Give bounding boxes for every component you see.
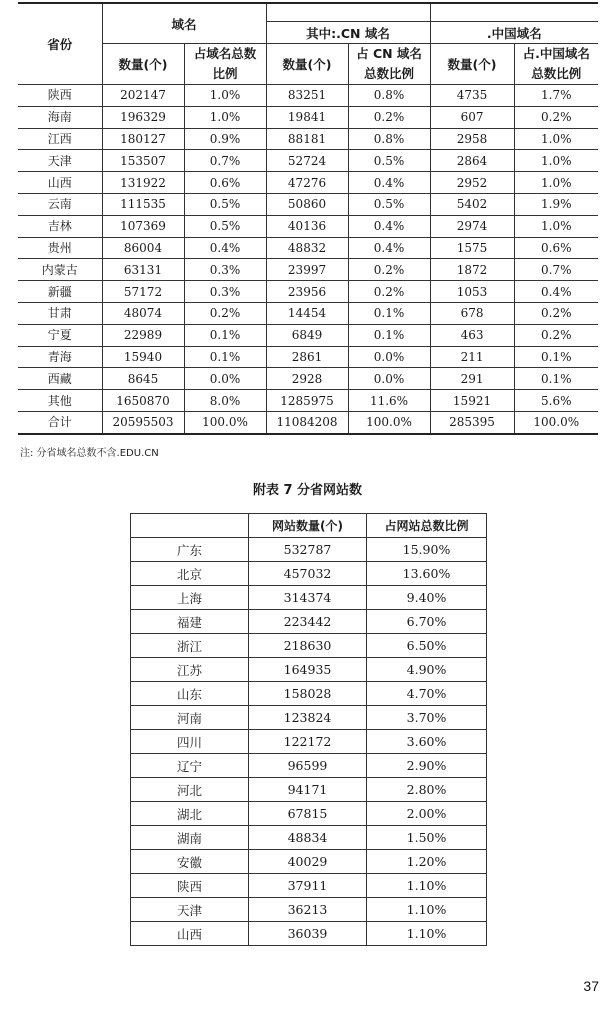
value-cell: 100.0% <box>184 411 266 433</box>
value-cell: 196329 <box>102 106 184 128</box>
table-row <box>18 237 598 259</box>
header-cn-count: 数量(个) <box>266 44 348 85</box>
value-cell: 1.0% <box>514 215 598 237</box>
value-cell: 0.1% <box>514 368 598 390</box>
header-zhongguo-group: .中国域名 <box>430 22 598 44</box>
province-cell: 甘肃 <box>18 302 102 324</box>
table-row <box>131 634 487 658</box>
value-cell: 40029 <box>249 850 367 874</box>
value-cell: 36039 <box>249 922 367 946</box>
value-cell: 1.7% <box>514 85 598 107</box>
province-cell: 天津 <box>131 898 249 922</box>
value-cell: 1.0% <box>514 150 598 172</box>
value-cell: 14454 <box>266 302 348 324</box>
value-cell: 23956 <box>266 281 348 303</box>
table-row <box>131 850 487 874</box>
value-cell: 678 <box>430 302 514 324</box>
table-row <box>18 85 598 107</box>
value-cell: 0.8% <box>348 85 430 107</box>
value-cell: 86004 <box>102 237 184 259</box>
value-cell: 50860 <box>266 193 348 215</box>
table-row <box>131 922 487 946</box>
province-cell: 山西 <box>131 922 249 946</box>
table-row <box>18 411 598 433</box>
header-cn-group: 其中:.CN 域名 <box>266 22 430 44</box>
value-cell: 11084208 <box>266 411 348 433</box>
value-cell: 2864 <box>430 150 514 172</box>
value-cell: 291 <box>430 368 514 390</box>
header-province-blank <box>131 514 249 538</box>
header-website-count: 网站数量(个) <box>249 514 367 538</box>
value-cell: 3.60% <box>367 730 487 754</box>
province-cell: 其他 <box>18 390 102 412</box>
value-cell: 6849 <box>266 324 348 346</box>
table-row <box>18 281 598 303</box>
table-row <box>131 658 487 682</box>
table-row <box>18 259 598 281</box>
province-cell: 广东 <box>131 538 249 562</box>
province-cell: 福建 <box>131 610 249 634</box>
value-cell: 6.70% <box>367 610 487 634</box>
value-cell: 2.80% <box>367 778 487 802</box>
province-cell: 合计 <box>18 411 102 433</box>
value-cell: 0.4% <box>514 281 598 303</box>
value-cell: 158028 <box>249 682 367 706</box>
value-cell: 0.6% <box>184 172 266 194</box>
province-cell: 辽宁 <box>131 754 249 778</box>
value-cell: 0.3% <box>184 259 266 281</box>
province-cell: 河北 <box>131 778 249 802</box>
table-row <box>18 346 598 368</box>
table-caption: 附表 7 分省网站数 <box>252 483 363 498</box>
province-cell: 北京 <box>131 562 249 586</box>
table-row <box>131 682 487 706</box>
value-cell: 1872 <box>430 259 514 281</box>
value-cell: 532787 <box>249 538 367 562</box>
value-cell: 0.7% <box>184 150 266 172</box>
value-cell: 0.1% <box>184 346 266 368</box>
table-row <box>131 538 487 562</box>
value-cell: 36213 <box>249 898 367 922</box>
value-cell: 1.0% <box>514 128 598 150</box>
value-cell: 1.9% <box>514 193 598 215</box>
value-cell: 3.70% <box>367 706 487 730</box>
value-cell: 0.8% <box>348 128 430 150</box>
value-cell: 0.2% <box>514 106 598 128</box>
value-cell: 8645 <box>102 368 184 390</box>
table-row <box>18 172 598 194</box>
value-cell: 0.4% <box>348 172 430 194</box>
value-cell: 48832 <box>266 237 348 259</box>
value-cell: 13.60% <box>367 562 487 586</box>
value-cell: 23997 <box>266 259 348 281</box>
value-cell: 607 <box>430 106 514 128</box>
province-cell: 上海 <box>131 586 249 610</box>
header-cn-pct: 占 CN 域名 总数比例 <box>348 44 430 85</box>
value-cell: 1.10% <box>367 874 487 898</box>
value-cell: 1.0% <box>184 85 266 107</box>
value-cell: 5.6% <box>514 390 598 412</box>
table-row <box>131 874 487 898</box>
value-cell: 83251 <box>266 85 348 107</box>
province-cell: 江苏 <box>131 658 249 682</box>
value-cell: 48074 <box>102 302 184 324</box>
table-row <box>18 368 598 390</box>
table-row <box>131 754 487 778</box>
value-cell: 57172 <box>102 281 184 303</box>
value-cell: 0.2% <box>348 106 430 128</box>
value-cell: 1053 <box>430 281 514 303</box>
value-cell: 19841 <box>266 106 348 128</box>
province-cell: 天津 <box>18 150 102 172</box>
province-cell: 青海 <box>18 346 102 368</box>
province-cell: 内蒙古 <box>18 259 102 281</box>
value-cell: 2958 <box>430 128 514 150</box>
value-cell: 123824 <box>249 706 367 730</box>
value-cell: 1.0% <box>514 172 598 194</box>
value-cell: 202147 <box>102 85 184 107</box>
header-zhongguo-count: 数量(个) <box>430 44 514 85</box>
value-cell: 0.2% <box>348 281 430 303</box>
table-row <box>131 898 487 922</box>
province-cell: 河南 <box>131 706 249 730</box>
value-cell: 88181 <box>266 128 348 150</box>
value-cell: 1285975 <box>266 390 348 412</box>
table-row <box>18 128 598 150</box>
province-cell: 山西 <box>18 172 102 194</box>
value-cell: 63131 <box>102 259 184 281</box>
province-cell: 安徽 <box>131 850 249 874</box>
value-cell: 1650870 <box>102 390 184 412</box>
table-row <box>131 706 487 730</box>
province-cell: 陕西 <box>131 874 249 898</box>
value-cell: 15940 <box>102 346 184 368</box>
table-row <box>18 193 598 215</box>
header-website-pct: 占网站总数比例 <box>367 514 487 538</box>
value-cell: 285395 <box>430 411 514 433</box>
header-domain-pct: 占域名总数 比例 <box>184 44 266 85</box>
province-cell: 海南 <box>18 106 102 128</box>
value-cell: 2928 <box>266 368 348 390</box>
header-zhongguo-spacer <box>430 3 598 22</box>
table-row <box>18 150 598 172</box>
value-cell: 0.2% <box>184 302 266 324</box>
value-cell: 0.2% <box>514 324 598 346</box>
value-cell: 153507 <box>102 150 184 172</box>
value-cell: 6.50% <box>367 634 487 658</box>
value-cell: 0.5% <box>348 193 430 215</box>
province-cell: 陕西 <box>18 85 102 107</box>
value-cell: 0.9% <box>184 128 266 150</box>
province-cell: 贵州 <box>18 237 102 259</box>
websites-by-province-table <box>130 513 487 946</box>
value-cell: 5402 <box>430 193 514 215</box>
value-cell: 0.3% <box>184 281 266 303</box>
header-domain-count: 数量(个) <box>102 44 184 85</box>
value-cell: 0.5% <box>348 150 430 172</box>
value-cell: 180127 <box>102 128 184 150</box>
header-cn-spacer <box>266 3 430 22</box>
value-cell: 15921 <box>430 390 514 412</box>
value-cell: 0.6% <box>514 237 598 259</box>
value-cell: 0.1% <box>514 346 598 368</box>
value-cell: 8.0% <box>184 390 266 412</box>
header-province: 省份 <box>18 3 102 85</box>
value-cell: 0.0% <box>348 346 430 368</box>
value-cell: 0.2% <box>348 259 430 281</box>
province-cell: 西藏 <box>18 368 102 390</box>
value-cell: 0.0% <box>184 368 266 390</box>
value-cell: 218630 <box>249 634 367 658</box>
value-cell: 0.4% <box>348 237 430 259</box>
header-domain: 域名 <box>102 3 266 44</box>
province-cell: 山东 <box>131 682 249 706</box>
province-cell: 宁夏 <box>18 324 102 346</box>
value-cell: 223442 <box>249 610 367 634</box>
table-note: 注: 分省域名总数不含.EDU.CN <box>20 448 159 459</box>
table-row <box>18 106 598 128</box>
table-row <box>18 302 598 324</box>
value-cell: 2.90% <box>367 754 487 778</box>
table-row <box>131 730 487 754</box>
value-cell: 67815 <box>249 802 367 826</box>
value-cell: 2.00% <box>367 802 487 826</box>
value-cell: 164935 <box>249 658 367 682</box>
value-cell: 0.4% <box>348 215 430 237</box>
value-cell: 1.10% <box>367 922 487 946</box>
province-cell: 江西 <box>18 128 102 150</box>
table-row <box>131 562 487 586</box>
value-cell: 122172 <box>249 730 367 754</box>
value-cell: 96599 <box>249 754 367 778</box>
value-cell: 2861 <box>266 346 348 368</box>
value-cell: 2974 <box>430 215 514 237</box>
table-row <box>131 610 487 634</box>
value-cell: 2952 <box>430 172 514 194</box>
value-cell: 0.1% <box>184 324 266 346</box>
table-row <box>131 802 487 826</box>
value-cell: 1.20% <box>367 850 487 874</box>
table-row <box>131 778 487 802</box>
value-cell: 107369 <box>102 215 184 237</box>
value-cell: 211 <box>430 346 514 368</box>
value-cell: 15.90% <box>367 538 487 562</box>
province-cell: 云南 <box>18 193 102 215</box>
value-cell: 100.0% <box>348 411 430 433</box>
table-row <box>18 324 598 346</box>
table-row <box>131 826 487 850</box>
value-cell: 9.40% <box>367 586 487 610</box>
value-cell: 48834 <box>249 826 367 850</box>
province-cell: 湖南 <box>131 826 249 850</box>
province-cell: 浙江 <box>131 634 249 658</box>
domain-by-province-table <box>18 2 598 435</box>
value-cell: 0.0% <box>348 368 430 390</box>
value-cell: 11.6% <box>348 390 430 412</box>
value-cell: 40136 <box>266 215 348 237</box>
value-cell: 0.2% <box>514 302 598 324</box>
province-cell: 吉林 <box>18 215 102 237</box>
value-cell: 4.70% <box>367 682 487 706</box>
value-cell: 0.1% <box>348 302 430 324</box>
province-cell: 新疆 <box>18 281 102 303</box>
value-cell: 0.5% <box>184 215 266 237</box>
value-cell: 0.5% <box>184 193 266 215</box>
value-cell: 457032 <box>249 562 367 586</box>
value-cell: 47276 <box>266 172 348 194</box>
table-row <box>131 586 487 610</box>
page-number: 37 <box>583 978 599 994</box>
value-cell: 1.10% <box>367 898 487 922</box>
value-cell: 52724 <box>266 150 348 172</box>
value-cell: 1.0% <box>184 106 266 128</box>
value-cell: 4.90% <box>367 658 487 682</box>
value-cell: 4735 <box>430 85 514 107</box>
value-cell: 131922 <box>102 172 184 194</box>
value-cell: 100.0% <box>514 411 598 433</box>
value-cell: 0.1% <box>348 324 430 346</box>
value-cell: 20595503 <box>102 411 184 433</box>
value-cell: 0.7% <box>514 259 598 281</box>
value-cell: 37911 <box>249 874 367 898</box>
value-cell: 314374 <box>249 586 367 610</box>
province-cell: 四川 <box>131 730 249 754</box>
table-row <box>18 390 598 412</box>
value-cell: 463 <box>430 324 514 346</box>
province-cell: 湖北 <box>131 802 249 826</box>
value-cell: 1.50% <box>367 826 487 850</box>
value-cell: 1575 <box>430 237 514 259</box>
value-cell: 22989 <box>102 324 184 346</box>
value-cell: 94171 <box>249 778 367 802</box>
value-cell: 0.4% <box>184 237 266 259</box>
header-zhongguo-pct: 占.中国域名 总数比例 <box>514 44 598 85</box>
value-cell: 111535 <box>102 193 184 215</box>
table-row <box>18 215 598 237</box>
